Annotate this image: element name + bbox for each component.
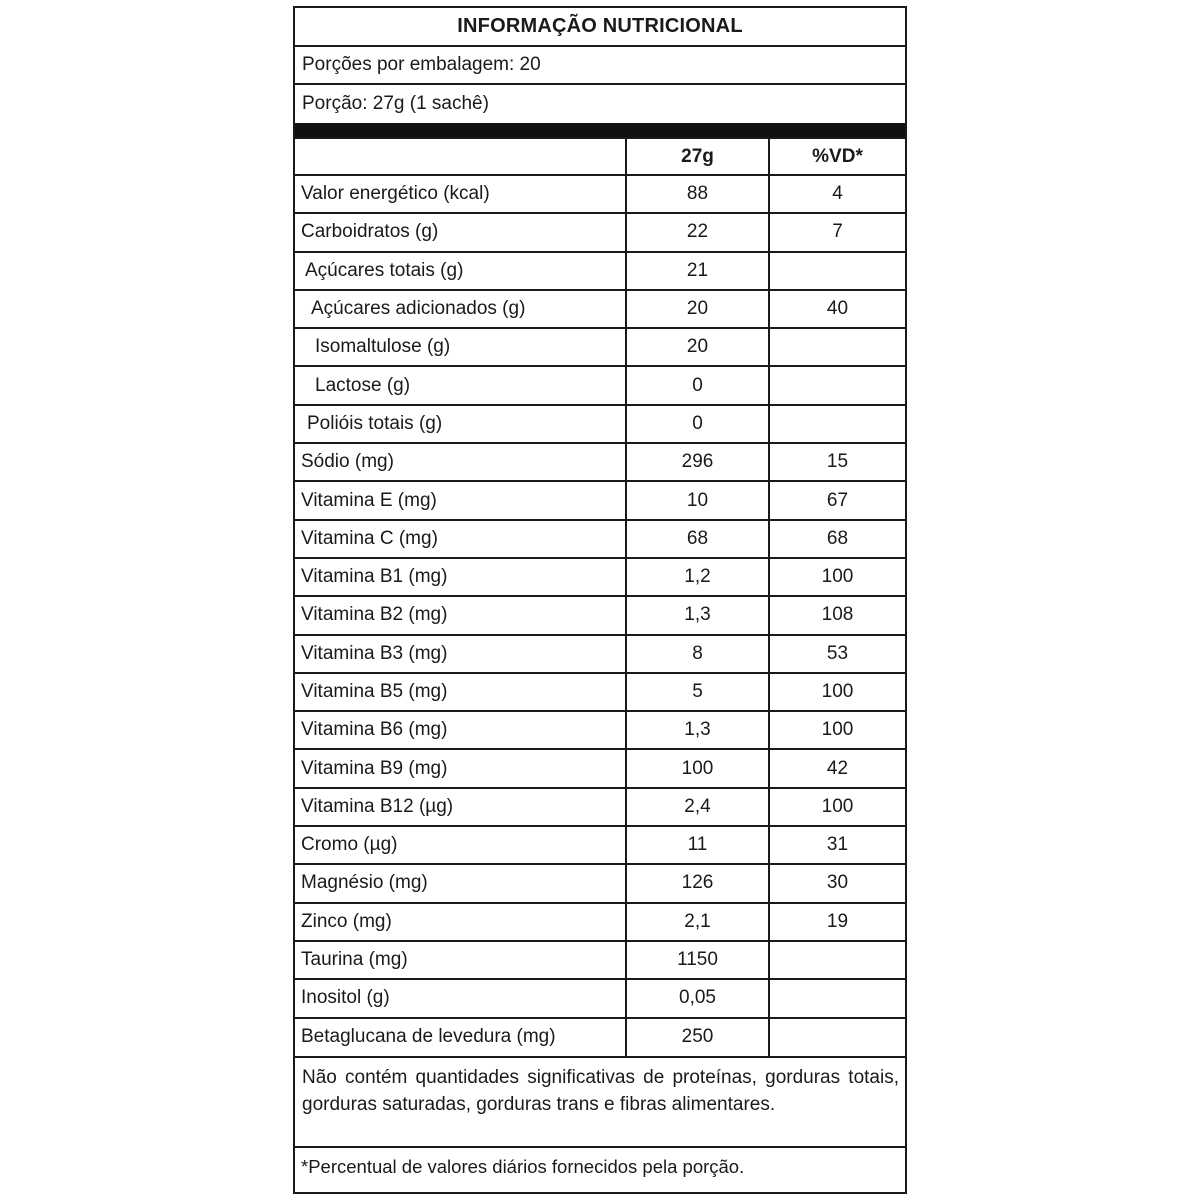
nutrient-value: 1,2 [626,558,769,596]
nutrient-value: 8 [626,635,769,673]
table-row [295,941,905,979]
nutrient-value: 0,05 [626,979,769,1017]
nutrient-daily-value: 4 [769,175,905,213]
nutrient-name: Vitamina B1 (mg) [295,558,626,596]
nutrient-value: 296 [626,443,769,481]
table-row [295,405,905,443]
nutrient-name: Polióis totais (g) [295,405,626,443]
nutrient-value: 2,1 [626,903,769,941]
nutrient-daily-value: 42 [769,749,905,787]
nutrient-daily-value [769,328,905,366]
nutrient-daily-value: 15 [769,443,905,481]
nutrient-value: 1,3 [626,596,769,634]
nutrient-value: 100 [626,749,769,787]
table-row [295,328,905,366]
nutrient-value: 20 [626,328,769,366]
nutrition-facts-label [293,6,907,1194]
nutrient-name: Inositol (g) [295,979,626,1017]
thick-divider [295,123,905,137]
nutrient-value: 10 [626,481,769,519]
table-row [295,903,905,941]
nutrient-daily-value [769,252,905,290]
nutrient-value: 126 [626,864,769,902]
table-row [295,558,905,596]
header-daily-value: %VD* [769,138,905,175]
nutrient-daily-value: 19 [769,903,905,941]
nutrient-value: 22 [626,213,769,251]
table-row [295,443,905,481]
nutrient-daily-value: 108 [769,596,905,634]
nutrient-daily-value: 31 [769,826,905,864]
nutrient-name: Taurina (mg) [295,941,626,979]
nutrient-daily-value [769,979,905,1017]
table-row [295,749,905,787]
servings-per-package: Porções por embalagem: 20 [295,47,905,85]
table-row [295,520,905,558]
nutrient-name: Vitamina B12 (µg) [295,788,626,826]
nutrient-daily-value: 7 [769,213,905,251]
nutrient-daily-value: 68 [769,520,905,558]
nutrient-name: Cromo (µg) [295,826,626,864]
nutrient-name: Magnésio (mg) [295,864,626,902]
nutrient-value: 21 [626,252,769,290]
nutrient-daily-value: 53 [769,635,905,673]
nutrient-daily-value [769,1018,905,1056]
table-row [295,481,905,519]
table-row [295,175,905,213]
nutrition-note: Não contém quantidades significativas de proteínas, gorduras totais, gorduras saturadas, gorduras trans e fibras alimentares. [295,1056,905,1146]
nutrient-daily-value: 67 [769,481,905,519]
nutrient-value: 1150 [626,941,769,979]
nutrient-daily-value [769,405,905,443]
daily-value-footnote: *Percentual de valores diários fornecidos pela porção. [295,1146,905,1186]
nutrient-name: Carboidratos (g) [295,213,626,251]
nutrient-value: 5 [626,673,769,711]
table-row [295,864,905,902]
nutrient-name: Vitamina B2 (mg) [295,596,626,634]
nutrient-name: Vitamina B9 (mg) [295,749,626,787]
table-row [295,788,905,826]
nutrient-name: Açúcares totais (g) [295,252,626,290]
nutrient-daily-value: 30 [769,864,905,902]
nutrient-name: Lactose (g) [295,366,626,404]
nutrient-name: Valor energético (kcal) [295,175,626,213]
nutrient-name: Vitamina B3 (mg) [295,635,626,673]
table-row [295,673,905,711]
table-row [295,635,905,673]
nutrient-value: 0 [626,405,769,443]
nutrient-name: Vitamina E (mg) [295,481,626,519]
nutrient-value: 88 [626,175,769,213]
header-quantity: 27g [626,138,769,175]
nutrient-name: Sódio (mg) [295,443,626,481]
table-row [295,252,905,290]
nutrient-value: 2,4 [626,788,769,826]
table-row [295,366,905,404]
nutrient-daily-value: 100 [769,673,905,711]
nutrient-value: 20 [626,290,769,328]
nutrient-value: 1,3 [626,711,769,749]
nutrient-daily-value: 100 [769,558,905,596]
nutrient-value: 68 [626,520,769,558]
table-row [295,826,905,864]
nutrient-value: 0 [626,366,769,404]
nutrient-value: 250 [626,1018,769,1056]
table-row [295,290,905,328]
nutrient-value: 11 [626,826,769,864]
serving-size: Porção: 27g (1 sachê) [302,93,489,114]
nutrient-daily-value: 100 [769,711,905,749]
header-nutrient [295,138,626,175]
table-header-row [295,138,905,175]
nutrient-daily-value [769,366,905,404]
nutrient-name: Isomaltulose (g) [295,328,626,366]
nutrient-name: Açúcares adicionados (g) [295,290,626,328]
nutrient-name: Betaglucana de levedura (mg) [295,1018,626,1056]
nutrient-daily-value: 40 [769,290,905,328]
nutrient-name: Zinco (mg) [295,903,626,941]
table-row [295,213,905,251]
nutrient-daily-value: 100 [769,788,905,826]
nutrient-daily-value [769,941,905,979]
table-row [295,711,905,749]
label-title: INFORMAÇÃO NUTRICIONAL [295,8,905,47]
nutrient-name: Vitamina B6 (mg) [295,711,626,749]
table-row [295,1018,905,1056]
nutrient-name: Vitamina B5 (mg) [295,673,626,711]
nutrient-name: Vitamina C (mg) [295,520,626,558]
table-row [295,596,905,634]
nutrition-table [295,137,905,1056]
table-row [295,979,905,1017]
